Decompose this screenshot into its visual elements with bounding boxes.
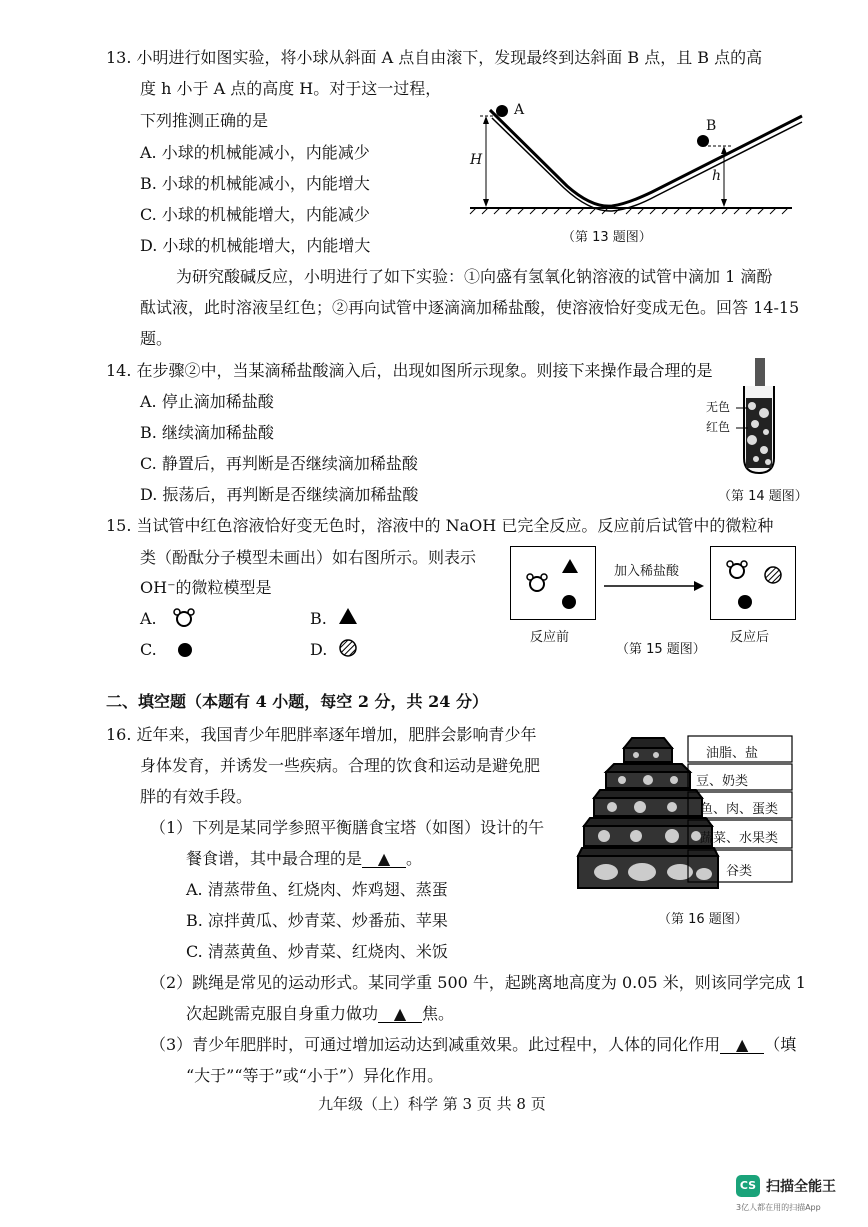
q15-before-label: 反应前 [530, 630, 570, 645]
q16-p2-line2 [186, 1004, 454, 1024]
pyramid-tier-3: 鱼、肉、蛋类 [700, 802, 779, 817]
q13-option-b: B. 小球的机械能减小，内能增大 [140, 174, 370, 193]
q13-figure-slope [462, 96, 812, 246]
after-particles [711, 547, 795, 619]
q13-line1: 13. 小明进行如图实验，将小球从斜面 A 点自由滚下，发现最终到达斜面 B 点，且 B 点的高 [106, 48, 763, 67]
q16-p1-option-a: A. 清蒸带鱼、红烧肉、炸鸡翅、蒸蛋 [186, 880, 448, 899]
q15-line1: 15. 当试管中红色溶液恰好变无色时，溶液中的 NaOH 已完全反应。反应前后试管中的微粒种 [106, 516, 774, 535]
q16-line2: 身体发育，并诱发一些疾病。合理的饮食和运动是避免肥 [140, 756, 541, 775]
q13-option-a: A. 小球的机械能减小，内能减少 [140, 143, 370, 162]
q16-p2-end: 焦。 [422, 1004, 455, 1023]
label-b: B [706, 118, 717, 134]
label-small-h: h [712, 168, 722, 184]
page-footer: 九年级（上）科学 第 3 页 共 8 页 [318, 1095, 546, 1113]
answer-blank-2: ▲ [378, 1006, 422, 1023]
q13-line2: 度 h 小于 A 点的高度 H。对于这一过程， [140, 79, 442, 98]
q15-line2: 类（酚酞分子模型未画出）如右图所示。则表示 [140, 548, 477, 567]
ball-a [496, 105, 508, 117]
q13-caption: （第 13 题图） [562, 230, 652, 245]
q15-option-a-ring-icon [172, 606, 196, 630]
answer-blank-1: ▲ [362, 851, 406, 868]
q15-line3: OH⁻的微粒模型是 [140, 578, 272, 597]
q15-after-label: 反应后 [730, 630, 770, 645]
q16-line1: 16. 近年来，我国青少年肥胖率逐年增加，肥胖会影响青少年 [106, 725, 537, 744]
q14-option-c: C. 静置后，再判断是否继续滴加稀盐酸 [140, 454, 418, 473]
q16-p3-end: （填 [764, 1035, 797, 1054]
q14-option-d: D. 振荡后，再判断是否继续滴加稀盐酸 [140, 485, 419, 504]
q14-stem: 14. 在步骤②中，当某滴稀盐酸滴入后，出现如图所示现象。则接下来操作最合理的是 [106, 361, 713, 380]
pyramid-tier-4: 蔬菜、水果类 [700, 831, 779, 846]
q16-p3-line1 [150, 1035, 796, 1055]
q14-figure-test-tube [700, 358, 810, 478]
watermark-tagline: 3亿人都在用的扫描App [736, 1203, 821, 1212]
q16-food-pyramid [576, 734, 796, 904]
q15-option-b-triangle-icon [338, 607, 358, 625]
q16-p3-line2: “大于”“等于”或“小于”）异化作用。 [186, 1066, 444, 1085]
ball-b [697, 135, 709, 147]
q16-line3: 胖的有效手段。 [140, 787, 253, 806]
q15-after-box [710, 546, 796, 620]
q16-p1-line2 [186, 849, 422, 869]
q16-p1-option-c: C. 清蒸黄鱼、炒青菜、红烧肉、米饭 [186, 942, 448, 961]
q14-caption: （第 14 题图） [718, 489, 808, 504]
label-a: A [514, 102, 525, 118]
q13-option-c: C. 小球的机械能增大，内能减少 [140, 205, 370, 224]
intro-line1: 为研究酸碱反应，小明进行了如下实验：①向盛有氢氧化钠溶液的试管中滴加 1 滴酚 [176, 267, 773, 286]
q16-p2-line1: （2）跳绳是常见的运动形式。某同学重 500 牛，起跳离地高度为 0.05 米，则该同学完成 1 [150, 973, 806, 992]
pyramid-drawing [576, 734, 796, 904]
answer-blank-3: ▲ [720, 1037, 764, 1054]
q16-p2-text: 次起跳需克服自身重力做功 [186, 1004, 379, 1023]
q16-p1-line1: （1）下列是某同学参照平衡膳食宝塔（如图）设计的午 [150, 818, 545, 837]
q13-option-d: D. 小球的机械能增大，内能增大 [140, 236, 371, 255]
scanner-watermark [736, 1175, 856, 1217]
q14-option-a: A. 停止滴加稀盐酸 [140, 392, 274, 411]
watermark-name: 扫描全能王 [766, 1179, 836, 1195]
q16-caption: （第 16 题图） [658, 912, 748, 927]
q14-option-b: B. 继续滴加稀盐酸 [140, 423, 274, 442]
q15-option-c-dot-icon [176, 641, 194, 659]
label-red: 红色 [706, 420, 731, 434]
reaction-arrow [602, 580, 706, 592]
q16-p1-end: 。 [406, 849, 423, 868]
q16-p3-text: （3）青少年肥胖时，可通过增加运动达到减重效果。此过程中，人体的同化作用 [150, 1035, 721, 1054]
q15-arrow-label: 加入稀盐酸 [614, 564, 680, 579]
q15-opt-d-label: D. [310, 640, 328, 659]
before-particles [511, 547, 595, 619]
q15-opt-a-label: A. [140, 609, 157, 628]
q13-line3: 下列推测正确的是 [140, 111, 269, 130]
pyramid-tier-5: 谷类 [726, 864, 753, 879]
q15-opt-b-label: B. [310, 609, 327, 628]
label-colorless: 无色 [706, 400, 731, 414]
pyramid-tier-2: 豆、奶类 [696, 774, 749, 789]
cs-logo-icon: CS [736, 1175, 760, 1197]
pyramid-tier-1: 油脂、盐 [706, 746, 759, 761]
q16-p1-text: 餐食谱，其中最合理的是 [186, 849, 363, 868]
q15-before-box [510, 546, 596, 620]
intro-line3: 题。 [140, 329, 173, 348]
label-big-h: H [470, 152, 483, 168]
intro-line2: 酞试液，此时溶液呈红色；②再向试管中逐滴滴加稀盐酸，使溶液恰好变成无色。回答 14-15 [140, 298, 800, 317]
q15-opt-c-label: C. [140, 640, 157, 659]
q15-option-d-hatched-icon [338, 638, 358, 658]
section2-title: 二、填空题（本题有 4 小题，每空 2 分，共 24 分） [106, 692, 488, 711]
q15-caption: （第 15 题图） [616, 642, 706, 657]
q16-p1-option-b: B. 凉拌黄瓜、炒青菜、炒番茄、苹果 [186, 911, 448, 930]
